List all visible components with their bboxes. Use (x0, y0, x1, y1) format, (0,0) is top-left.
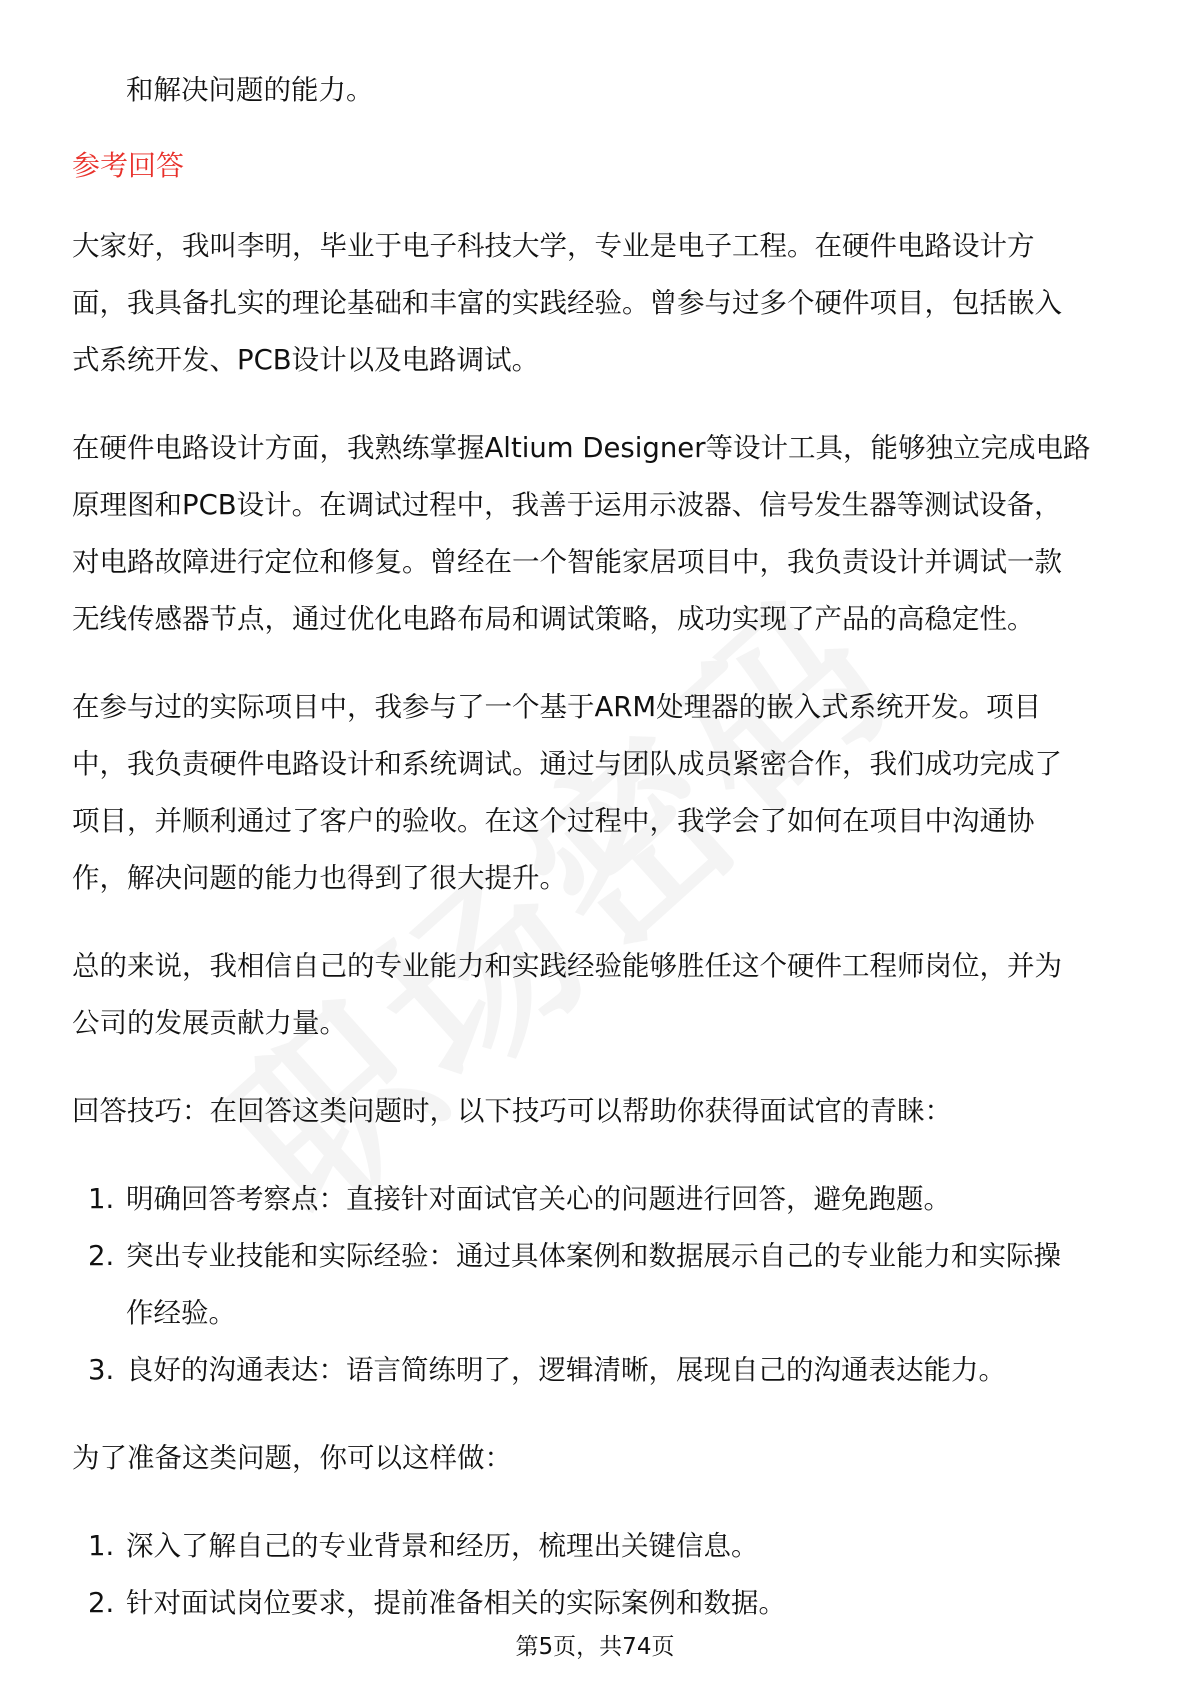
list-number: 3. (88, 1354, 115, 1386)
paragraph-line: 面，我具备扎实的理论基础和丰富的实践经验。曾参与过多个硬件项目，包括嵌入 (72, 287, 1062, 319)
prep-intro: 为了准备这类问题，你可以这样做： (72, 1442, 512, 1474)
list-item (72, 1575, 1120, 1632)
list-number: 1. (88, 1183, 115, 1215)
paragraph-line: 式系统开发、PCB设计以及电路调试。 (72, 344, 540, 376)
page-content (72, 62, 1120, 1663)
prep-list (72, 1518, 1120, 1632)
page-footer: 第5页，共74页 (515, 1634, 675, 1660)
list-number: 1. (88, 1530, 115, 1562)
paragraph-line: 项目，并顺利通过了客户的验收。在这个过程中，我学会了如何在项目中沟通协 (72, 805, 1035, 837)
paragraph-line: 对电路故障进行定位和修复。曾经在一个智能家居项目中，我负责设计并调试一款 (72, 546, 1062, 578)
paragraph-line: 原理图和PCB设计。在调试过程中，我善于运用示波器、信号发生器等测试设备， (72, 489, 1062, 521)
answer-paragraph-4 (72, 938, 1120, 1052)
answer-paragraph-1 (72, 218, 1120, 389)
tips-intro: 回答技巧：在回答这类问题时，以下技巧可以帮助你获得面试官的青睐： (72, 1095, 952, 1127)
list-item-line: 针对面试岗位要求，提前准备相关的实际案例和数据。 (126, 1587, 786, 1619)
list-item (72, 1342, 1120, 1399)
list-item-line: 突出专业技能和实际经验：通过具体案例和数据展示自己的专业能力和实际操 (126, 1240, 1061, 1272)
prep-intro-block (72, 1430, 1120, 1487)
list-item-line: 良好的沟通表达：语言简练明了，逻辑清晰，展现自己的沟通表达能力。 (126, 1354, 1006, 1386)
paragraph-line: 在硬件电路设计方面，我熟练掌握Altium Designer等设计工具，能够独立完成电路 (72, 432, 1091, 464)
paragraph-line: 在参与过的实际项目中，我参与了一个基于ARM处理器的嵌入式系统开发。项目 (72, 691, 1042, 723)
tips-intro-block (72, 1083, 1120, 1140)
paragraph-line: 中，我负责硬件电路设计和系统调试。通过与团队成员紧密合作，我们成功完成了 (72, 748, 1062, 780)
paragraph-line: 无线传感器节点，通过优化电路布局和调试策略，成功实现了产品的高稳定性。 (72, 603, 1035, 635)
answer-paragraph-3 (72, 679, 1120, 907)
list-item (72, 1518, 1120, 1575)
intro-tail: 和解决问题的能力。 (126, 74, 374, 106)
list-number: 2. (88, 1587, 115, 1619)
paragraph-line: 大家好，我叫李明，毕业于电子科技大学，专业是电子工程。在硬件电路设计方 (72, 230, 1035, 262)
paragraph-line: 总的来说，我相信自己的专业能力和实践经验能够胜任这个硬件工程师岗位，并为 (72, 950, 1062, 982)
paragraph-line: 作，解决问题的能力也得到了很大提升。 (72, 862, 567, 894)
list-item (72, 1228, 1120, 1342)
paragraph-line: 公司的发展贡献力量。 (72, 1007, 347, 1039)
answer-paragraph-2 (72, 420, 1120, 648)
list-number: 2. (88, 1240, 115, 1272)
section-heading: 参考回答 (72, 149, 185, 182)
list-item-line: 深入了解自己的专业背景和经历，梳理出关键信息。 (126, 1530, 759, 1562)
list-item-line: 明确回答考察点：直接针对面试官关心的问题进行回答，避免跑题。 (126, 1183, 951, 1215)
list-item-line: 作经验。 (126, 1297, 236, 1329)
tips-list (72, 1171, 1120, 1399)
list-item (72, 1171, 1120, 1228)
